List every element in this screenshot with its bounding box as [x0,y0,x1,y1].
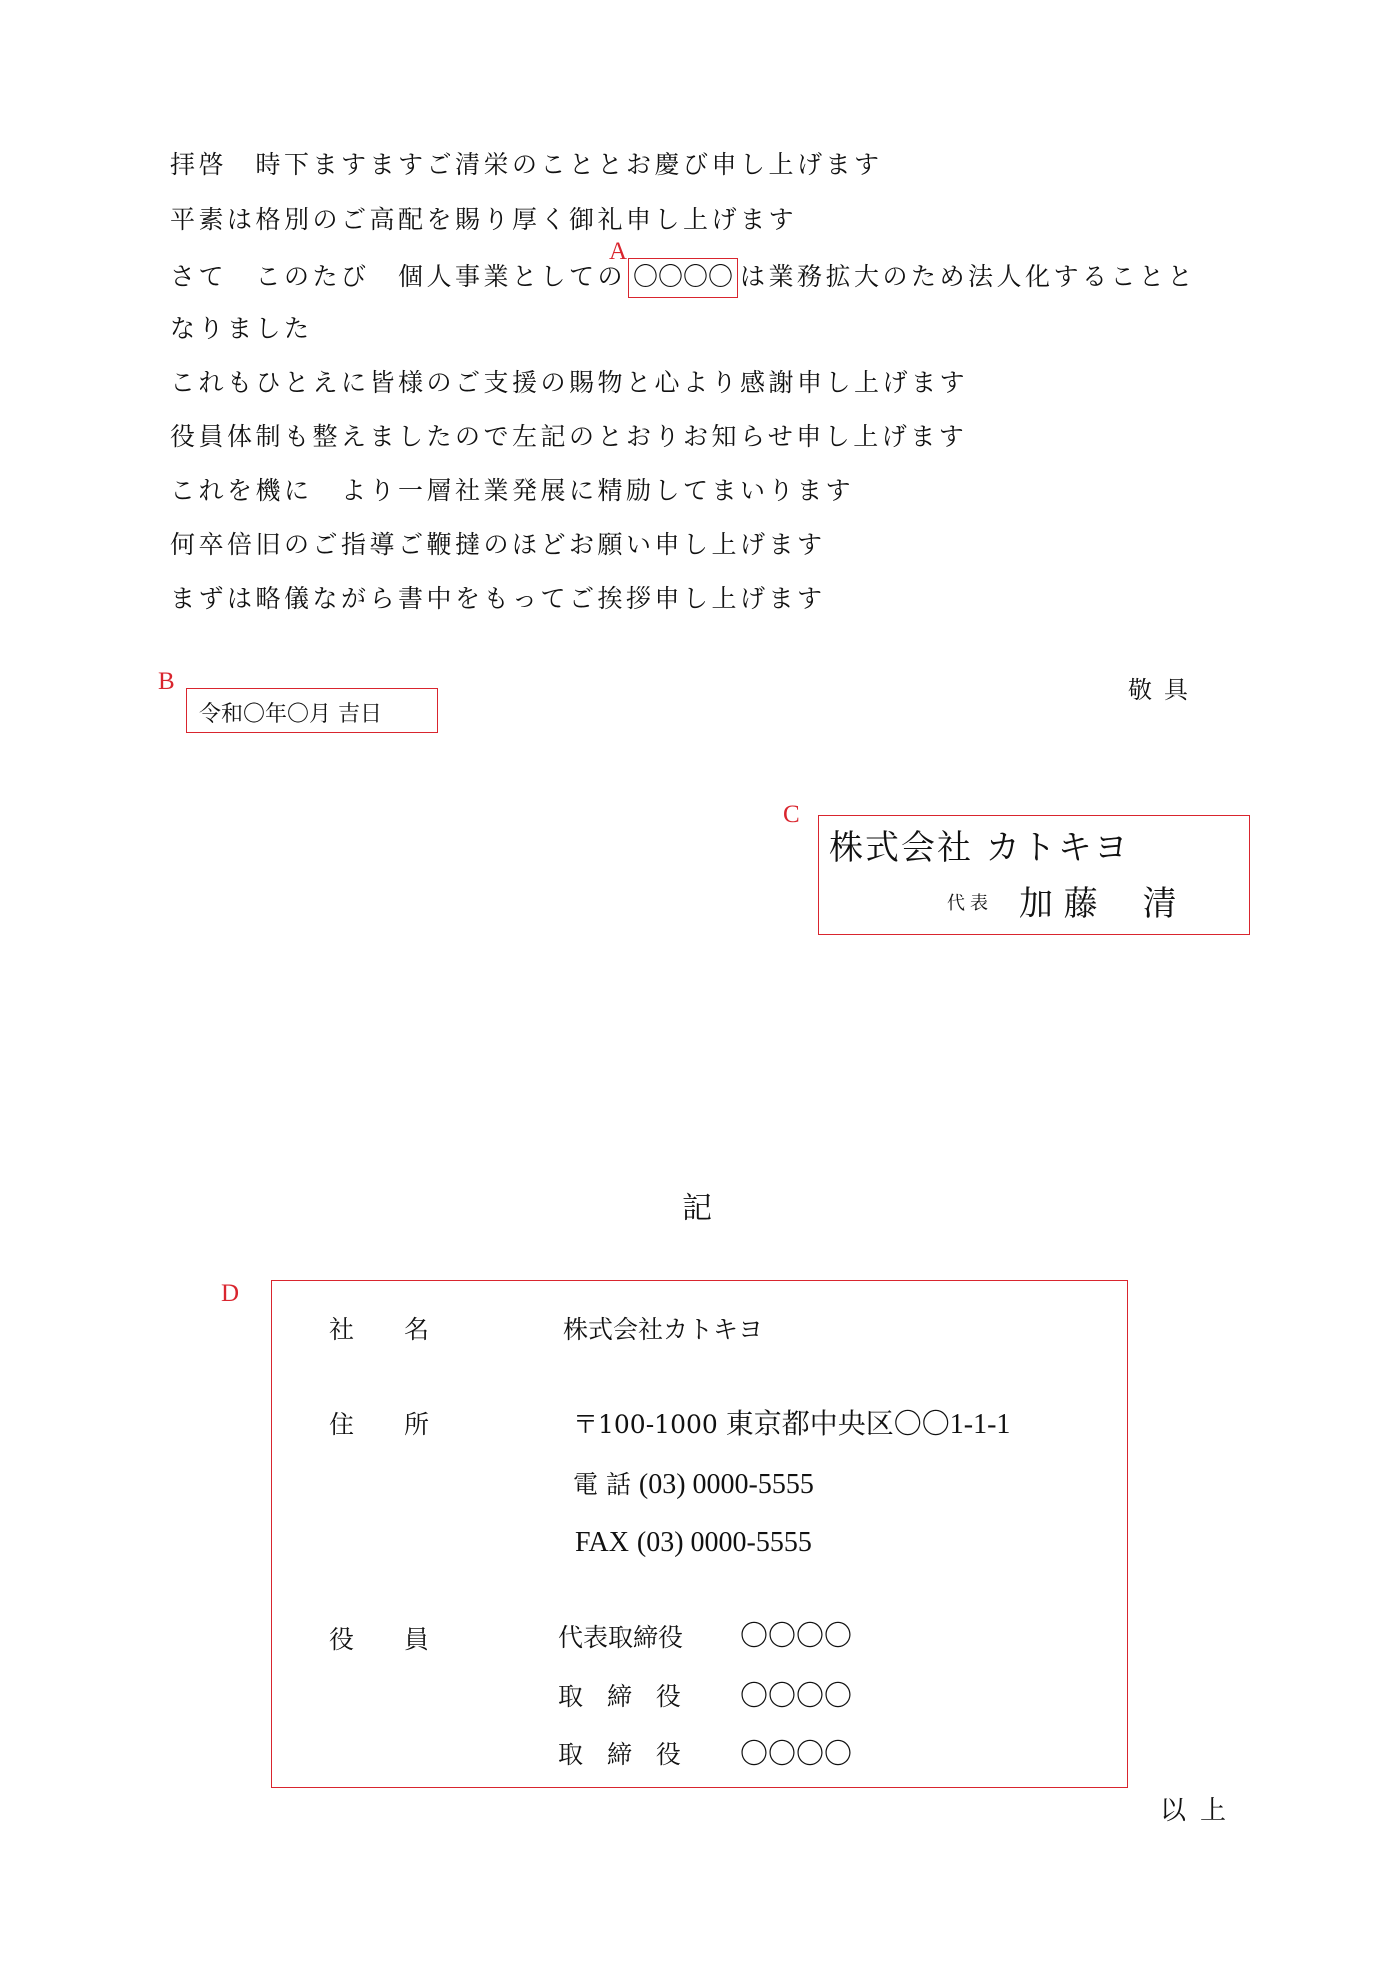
officer-name-1: 〇〇〇〇 [740,1621,853,1652]
marker-b: B [158,668,175,695]
signature-company: 株式会社 カトキヨ [829,828,1130,868]
fax-value: (03) 0000-5555 [636,1527,812,1558]
officer-name-2: 〇〇〇〇 [740,1681,853,1712]
date-box [186,688,438,733]
tel-value: (03) 0000-5555 [638,1469,814,1500]
tel-line [573,1465,814,1501]
officer-role: 代表取締役 [558,1623,684,1652]
letter-line-1: 拝啓 時下ますますご清栄のこととお慶び申し上げます [170,150,883,179]
letter-line-2: 平素は格別のご高配を賜り厚く御礼申し上げます [170,205,798,234]
officer-role: 取 締 役 [558,1740,689,1769]
fax-label: FAX [575,1527,629,1558]
placeholder-box-a [628,258,738,298]
marker-d: D [221,1280,240,1307]
signature-name: 加 藤 清 [1019,884,1177,924]
address-value: 東京都中央区〇〇1-1-1 [725,1409,1011,1440]
letter-line-9: まずは略儀ながら書中をもってご挨拶申し上げます [170,584,826,613]
officers-label: 役 員 [329,1625,430,1654]
address-label: 住 所 [329,1410,430,1439]
officer-row-3 [558,1735,689,1771]
officer-name-3: 〇〇〇〇 [740,1739,853,1770]
marker-a: A [609,238,628,265]
officer-row-2 [558,1677,689,1713]
address-line [573,1402,1010,1442]
business-name-placeholder: 〇〇〇〇 [633,262,734,291]
letter-line-7: これを機に より一層社業発展に精励してまいります [170,476,855,505]
postal-code: 〒100-1000 [573,1410,718,1439]
company-label: 社 名 [329,1315,430,1344]
signature-title: 代表 [947,893,993,914]
letter-line-5: これもひとえに皆様のご支援の賜物と心より感謝申し上げます [170,368,969,397]
letter-date: 令和〇年〇月 吉日 [199,702,382,727]
signature-box [818,815,1250,935]
notice-heading: 記 [682,1191,712,1226]
officer-row-1 [558,1618,683,1654]
letter-line-6: 役員体制も整えましたので左記のとおりお知らせ申し上げます [170,422,968,451]
letter-line-8: 何卒倍旧のご指導ご鞭撻のほどお願い申し上げます [170,530,826,559]
officer-role: 取 締 役 [558,1682,689,1711]
tel-label: 電 話 [573,1470,631,1499]
letter-line-3 [170,258,1196,298]
marker-c: C [783,801,800,828]
letter-line-3-suffix: は業務拡大のため法人化することと [740,262,1197,291]
closing-keigu: 敬具 [1128,676,1200,704]
letter-line-3-prefix: さて このたび 個人事業としての [170,262,627,291]
letter-line-4: なりました [170,314,313,343]
closing-ijou: 以上 [1160,1796,1241,1826]
company-value: 株式会社カトキヨ [563,1315,764,1344]
fax-line [575,1527,812,1559]
